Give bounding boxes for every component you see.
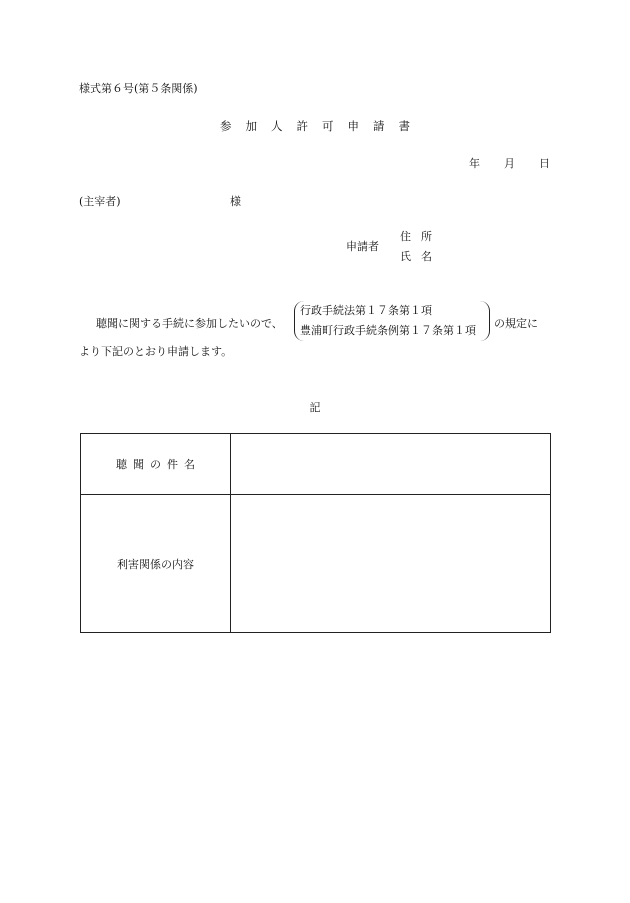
applicant-label: 申請者 bbox=[346, 240, 379, 253]
addressee-label: (主宰者) bbox=[79, 195, 121, 208]
document-title-text: 参加人許可申請書 bbox=[220, 119, 424, 133]
body-text-prefix: 聴聞に関する手続に参加したいので、 bbox=[96, 317, 283, 330]
law-option-2: 豊浦町行政手続条例第１７条第１項 bbox=[300, 324, 476, 337]
details-table bbox=[80, 433, 551, 633]
table-cell-label bbox=[81, 495, 231, 633]
document-title bbox=[0, 118, 630, 134]
table-row bbox=[81, 434, 550, 495]
name-label: 氏名 bbox=[400, 250, 442, 263]
addressee-honorific: 様 bbox=[230, 195, 241, 208]
year-label: 年 bbox=[469, 157, 480, 170]
hearing-subject-field[interactable] bbox=[231, 434, 550, 494]
hearing-subject-label: 聴聞の件名 bbox=[116, 458, 201, 471]
day-label: 日 bbox=[539, 157, 550, 170]
interest-content-field[interactable] bbox=[231, 495, 550, 633]
table-row bbox=[81, 495, 550, 633]
body-text-line2: より下記のとおり申請します。 bbox=[79, 345, 233, 358]
body-text-suffix: の規定に bbox=[494, 317, 538, 330]
month-label: 月 bbox=[504, 157, 515, 170]
address-label: 住所 bbox=[400, 230, 442, 243]
ki-label: 記 bbox=[309, 401, 321, 414]
law-option-1: 行政手続法第１７条第１項 bbox=[300, 304, 432, 317]
form-number: 様式第６号(第５条関係) bbox=[79, 82, 198, 95]
interest-content-label: 利害関係の内容 bbox=[117, 558, 194, 571]
date-line bbox=[469, 155, 550, 171]
table-cell-label bbox=[81, 434, 231, 494]
